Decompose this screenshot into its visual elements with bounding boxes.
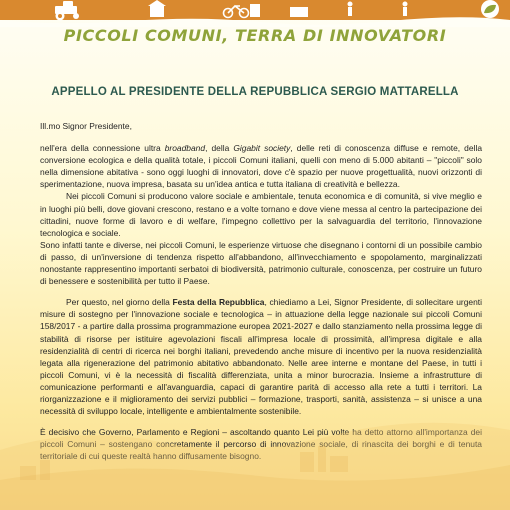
letter-body bbox=[40, 120, 482, 462]
paragraph-1-emphasis-broadband: broadband bbox=[164, 143, 206, 154]
paragraph-4-text-c: , chiediamo a Lei, Signor Presidente, di sollecitare urgenti misure di sostegno per l'innovazione sociale e tecnologica – in attuazione della legge nazionale sui piccoli Comuni 158/2017 - a partire dalla prossima programmazione europea 2021-2027 e dallo stanziamento nella prossima legge di stabilità di risorse per istituire agevolazioni fiscali all'impresa locale di prossimità, all'impresa digitale e alla residenzialità di centri di ricerca nei borghi italiani, prevedendo anche misure di incentivo per la nuova residenzialità legata alla rigenerazione del patrimonio abitativo abbandonato. Nelle aree interne e montane del Paese, in tutti i piccoli Comuni, vi è la necessità di fiscalità differenziata, unita a minor burocrazia. Insieme a infrastrutture di comunicazione performanti e all'avanguardia, capaci di garantire parità di accesso alla rete a tutti i territori. La riorganizzazione e il miglioramento dei servizi pubblici – formazione, trasporti, sanità, assistenza – si unisce a una necessità di sviluppo locale, intelligente e ambientalmente sostenibile. bbox=[40, 297, 483, 417]
salutation: Ill.mo Signor Presidente, bbox=[40, 121, 132, 131]
paragraph-1 bbox=[40, 142, 482, 190]
leaf-icon bbox=[481, 0, 499, 18]
paragraph-4 bbox=[40, 296, 482, 417]
paragraph-1-text-c: , della bbox=[205, 143, 234, 154]
near-hill bbox=[0, 465, 510, 510]
paragraph-5: È decisivo che Governo, Parlamento e Regioni – ascoltando quanto Lei più volte ha detto attorno all'importanza dei piccoli Comuni – sostengano concretamente il percorso di innovazione sociale, di rinascita dei borghi e di tenuta territoriale di cui queste realtà hanno diffusamente bisogno. bbox=[40, 427, 482, 462]
paragraph-1-emphasis-gigabit: Gigabit society bbox=[233, 143, 291, 154]
paragraph-1-text-e: , delle reti di conoscenza diffuse e remote, della conversione ecologica e della qualità totale, i piccoli Comuni italiani, quelli con meno di 5.000 abitanti – "piccoli" solo nella dimensione abitativa - sono oggi luoghi di innovatori, dove c'è spazio per nuove progettualità, nuovi orizzonti di sperimentazione, nuova impresa, basata su un'idea antica e tutta italiana di creatività e bellezza. bbox=[40, 143, 483, 190]
paragraph-2: Nei piccoli Comuni si producono valore sociale e ambientale, tenuta economica e di comunità, si vive meglio e in luoghi più belli, dove giovani crescono, restano e a volte tornano e dove viene messa al centro la partecipazione dei cittadini, nuove forme di lavoro e di welfare, l'impegno collettivo per la salvaguardia del territorio, l'innovazione tecnologica e sociale. bbox=[40, 191, 482, 238]
paragraph-4-text-a: Per questo, nel giorno della bbox=[66, 297, 173, 308]
banner-illustration bbox=[0, 0, 510, 27]
paragraph-3: Sono infatti tante e diverse, nei piccoli Comuni, le esperienze virtuose che disegnano i contorni di un possibile cambio di passo, di un'inversione di tendenza rispetto all'abbandono, all'invecchiamento e spopolamento, marginalizzati nonostante rappresentino importanti serbatoi di biodiversità, patrimonio culturale, conoscenza, per costruire un futuro di benessere e sostenibilità per tutto il Paese. bbox=[40, 239, 482, 287]
page-title: APPELLO AL PRESIDENTE DELLA REPUBBLICA SERGIO MATTARELLA bbox=[51, 86, 459, 98]
paragraph-4-bold-festa: Festa della Repubblica bbox=[172, 297, 265, 308]
paragraph-1-text-a: nell'era della connessione ultra bbox=[40, 143, 165, 154]
tractor-wheel-hub-icon bbox=[58, 14, 62, 18]
banner-title: PICCOLI COMUNI, TERRA DI INNOVATORI bbox=[63, 26, 447, 45]
